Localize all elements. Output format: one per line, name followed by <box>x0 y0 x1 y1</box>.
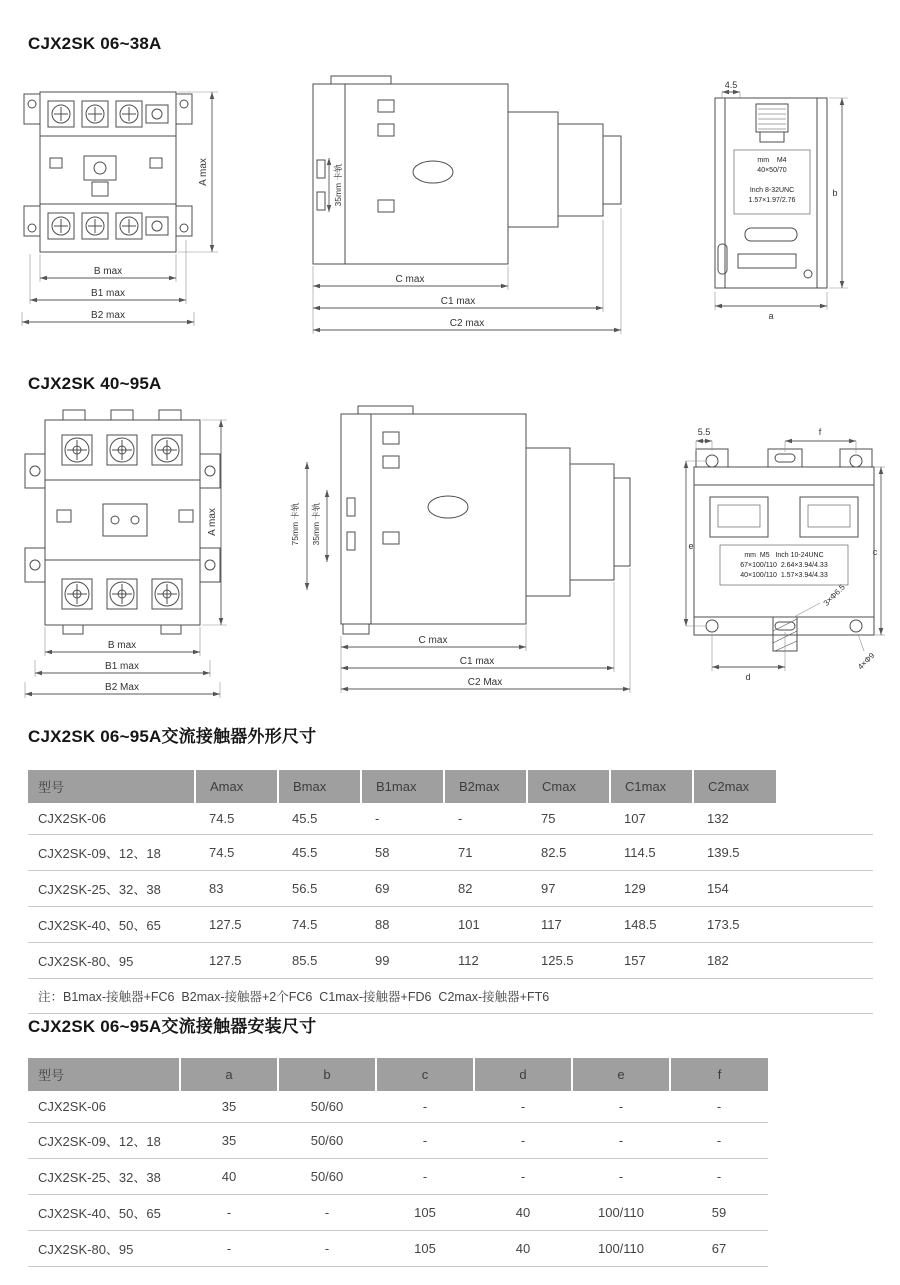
value-cell: 107 <box>610 803 693 835</box>
table-header-row <box>28 1058 768 1091</box>
table-row <box>28 835 873 871</box>
value-cell: 157 <box>610 943 693 979</box>
spec-line-2: 67×100/110 2.64×3.94/4.33 <box>740 562 828 569</box>
dim-label-rail-35mm: 35mm 卡轨 <box>333 163 343 207</box>
table-row <box>28 943 873 979</box>
spacer-cell <box>776 871 873 907</box>
value-cell: 40 <box>474 1195 572 1231</box>
dim-label-c-max: C max <box>395 274 425 285</box>
value-cell: 35 <box>180 1091 278 1123</box>
value-cell: 40 <box>180 1159 278 1195</box>
dim-label-c1-max: C1 max <box>440 296 476 307</box>
value-cell: 105 <box>376 1195 474 1231</box>
value-cell: - <box>361 803 444 835</box>
spacer-cell <box>776 907 873 943</box>
dim-label-5-5: 5.5 <box>697 427 711 437</box>
col-header-b: b <box>278 1058 376 1091</box>
hole-label-4xd9: 4×Φ9 <box>855 650 877 672</box>
table-body <box>28 1091 768 1267</box>
dim-label-4-5: 4.5 <box>724 80 738 90</box>
dim-label-b2-max: B2 max <box>91 310 125 321</box>
table-row <box>28 1195 768 1231</box>
col-header-cmax: Cmax <box>527 770 610 803</box>
value-cell: 117 <box>527 907 610 943</box>
dim-label-b1-max: B1 max <box>91 288 125 299</box>
dim-label-c1-max: C1 max <box>459 656 495 667</box>
spec-line-1: mm M4 <box>757 157 787 164</box>
table-footer <box>28 979 873 1014</box>
spec-line-3: 40×100/110 1.57×3.94/4.33 <box>740 572 828 579</box>
col-header-c: c <box>376 1058 474 1091</box>
dim-label-f: f <box>818 427 822 437</box>
value-cell: 56.5 <box>278 871 361 907</box>
value-cell: 85.5 <box>278 943 361 979</box>
thread-spec-text <box>740 552 828 579</box>
value-cell: 50/60 <box>278 1159 376 1195</box>
value-cell: 58 <box>361 835 444 871</box>
outline-dimension-table <box>28 770 873 1014</box>
table-row <box>28 1231 768 1267</box>
dim-label-b-max: B max <box>93 266 123 277</box>
col-header-a: a <box>180 1058 278 1091</box>
value-cell: - <box>444 803 527 835</box>
spacer-cell <box>776 835 873 871</box>
table-row <box>28 1159 768 1195</box>
dim-label-rail-75mm: 75mm 卡轨 <box>290 502 300 546</box>
dim-label-c2-max: C2 Max <box>467 677 503 688</box>
dim-label-a-max: A max <box>207 508 218 536</box>
value-cell: 100/110 <box>572 1195 670 1231</box>
col-header-b1max: B1max <box>361 770 444 803</box>
model-cell: CJX2SK-25、32、38 <box>28 1159 180 1195</box>
model-cell: CJX2SK-40、50、65 <box>28 907 195 943</box>
value-cell: 82 <box>444 871 527 907</box>
dim-label-c-max: C max <box>418 635 448 646</box>
value-cell: 74.5 <box>278 907 361 943</box>
table-row <box>28 1091 768 1123</box>
contactor-front-outline <box>25 410 220 634</box>
value-cell: 88 <box>361 907 444 943</box>
value-cell: 127.5 <box>195 907 278 943</box>
value-cell: - <box>376 1159 474 1195</box>
col-header-b2max: B2max <box>444 770 527 803</box>
value-cell: 100/110 <box>572 1231 670 1267</box>
dim-label-e: e <box>688 541 694 551</box>
dim-label-d: d <box>745 672 751 682</box>
value-cell: - <box>670 1091 768 1123</box>
value-cell: - <box>572 1091 670 1123</box>
value-cell: 50/60 <box>278 1091 376 1123</box>
value-cell: 139.5 <box>693 835 776 871</box>
spacer-cell <box>776 803 873 835</box>
dim-label-b2-max: B2 Max <box>105 682 139 693</box>
table-note: 注：B1max-接触器+FC6 B2max-接触器+2个FC6 C1max-接触器+FD6 C2max-接触器+FT6 <box>28 979 873 1014</box>
drawing-40-95-mounting-view <box>680 405 890 700</box>
value-cell: 182 <box>693 943 776 979</box>
col-header-f: f <box>670 1058 768 1091</box>
section4-title: CJX2SK 06~95A交流接触器安装尺寸 <box>28 1017 317 1036</box>
table-row <box>28 1123 768 1159</box>
model-cell: CJX2SK-80、95 <box>28 1231 180 1267</box>
value-cell: 148.5 <box>610 907 693 943</box>
value-cell: 71 <box>444 835 527 871</box>
dimension-lines <box>313 158 621 334</box>
spec-line-4: 1.57×1.97/2.76 <box>748 197 796 204</box>
col-header-c1max: C1max <box>610 770 693 803</box>
value-cell: 59 <box>670 1195 768 1231</box>
col-header-bmax: Bmax <box>278 770 361 803</box>
section2-title: CJX2SK 40~95A <box>28 374 162 393</box>
model-cell: CJX2SK-40、50、65 <box>28 1195 180 1231</box>
value-cell: 173.5 <box>693 907 776 943</box>
spec-line-2: 40×50/70 <box>757 167 787 174</box>
dim-label-b-max: B max <box>107 640 137 651</box>
value-cell: 154 <box>693 871 776 907</box>
header-spacer <box>776 770 873 803</box>
value-cell: - <box>180 1195 278 1231</box>
value-cell: 83 <box>195 871 278 907</box>
contactor-front-outline <box>24 92 192 252</box>
dim-label-b: b <box>832 188 838 198</box>
table-body <box>28 803 873 979</box>
table-row <box>28 803 873 835</box>
dim-label-a-max: A max <box>198 158 209 186</box>
mounting-dimension-table <box>28 1058 768 1267</box>
value-cell: 74.5 <box>195 803 278 835</box>
contactor-side-outline <box>341 406 630 634</box>
section1-title: CJX2SK 06~38A <box>28 34 162 53</box>
value-cell: 101 <box>444 907 527 943</box>
value-cell: 125.5 <box>527 943 610 979</box>
mounting-plate-outline <box>694 449 874 651</box>
value-cell: 112 <box>444 943 527 979</box>
value-cell: 114.5 <box>610 835 693 871</box>
value-cell: - <box>474 1159 572 1195</box>
dim-label-a: a <box>768 311 774 321</box>
dim-label-c2-max: C2 max <box>449 318 485 329</box>
col-header-model: 型号 <box>28 770 195 803</box>
value-cell: - <box>474 1091 572 1123</box>
drawing-06-38-rear-view <box>700 78 855 323</box>
value-cell: 35 <box>180 1123 278 1159</box>
table-row <box>28 871 873 907</box>
col-header-d: d <box>474 1058 572 1091</box>
contactor-side-outline <box>313 76 621 264</box>
col-header-model: 型号 <box>28 1058 180 1091</box>
drawing-40-95-side-view <box>283 402 653 702</box>
model-cell: CJX2SK-06 <box>28 803 195 835</box>
spacer-cell <box>776 943 873 979</box>
value-cell: 45.5 <box>278 803 361 835</box>
section3-title: CJX2SK 06~95A交流接触器外形尺寸 <box>28 727 317 746</box>
dim-label-b1-max: B1 max <box>105 661 139 672</box>
value-cell: 129 <box>610 871 693 907</box>
value-cell: 69 <box>361 871 444 907</box>
value-cell: - <box>278 1231 376 1267</box>
value-cell: - <box>572 1159 670 1195</box>
drawing-06-38-side-view <box>283 72 648 340</box>
value-cell: 50/60 <box>278 1123 376 1159</box>
col-header-c2max: C2max <box>693 770 776 803</box>
dim-label-rail-35mm: 35mm 卡轨 <box>311 502 321 546</box>
value-cell: 127.5 <box>195 943 278 979</box>
model-cell: CJX2SK-25、32、38 <box>28 871 195 907</box>
value-cell: 99 <box>361 943 444 979</box>
value-cell: - <box>278 1195 376 1231</box>
value-cell: 67 <box>670 1231 768 1267</box>
value-cell: 132 <box>693 803 776 835</box>
drawing-06-38-front-view <box>20 78 255 350</box>
hole-label-3xd6-5: 3×Φ6.5 <box>821 582 847 608</box>
value-cell: - <box>376 1091 474 1123</box>
table-row <box>28 907 873 943</box>
spec-line-1: mm M5 Inch 10-24UNC <box>744 552 824 559</box>
value-cell: 82.5 <box>527 835 610 871</box>
col-header-amax: Amax <box>195 770 278 803</box>
value-cell: 40 <box>474 1231 572 1267</box>
spec-line-3: Inch 8-32UNC <box>749 187 795 194</box>
value-cell: 74.5 <box>195 835 278 871</box>
value-cell: - <box>670 1159 768 1195</box>
model-cell: CJX2SK-09、12、18 <box>28 835 195 871</box>
value-cell: - <box>572 1123 670 1159</box>
value-cell: 45.5 <box>278 835 361 871</box>
col-header-e: e <box>572 1058 670 1091</box>
value-cell: - <box>180 1231 278 1267</box>
model-cell: CJX2SK-06 <box>28 1091 180 1123</box>
thread-spec-text <box>749 157 796 204</box>
drawing-40-95-front-view <box>15 402 255 702</box>
dim-label-c: c <box>872 547 878 557</box>
table-header-row <box>28 770 873 803</box>
note-row <box>28 979 873 1014</box>
value-cell: - <box>670 1123 768 1159</box>
model-cell: CJX2SK-80、95 <box>28 943 195 979</box>
value-cell: - <box>474 1123 572 1159</box>
value-cell: - <box>376 1123 474 1159</box>
value-cell: 105 <box>376 1231 474 1267</box>
value-cell: 75 <box>527 803 610 835</box>
value-cell: 97 <box>527 871 610 907</box>
model-cell: CJX2SK-09、12、18 <box>28 1123 180 1159</box>
